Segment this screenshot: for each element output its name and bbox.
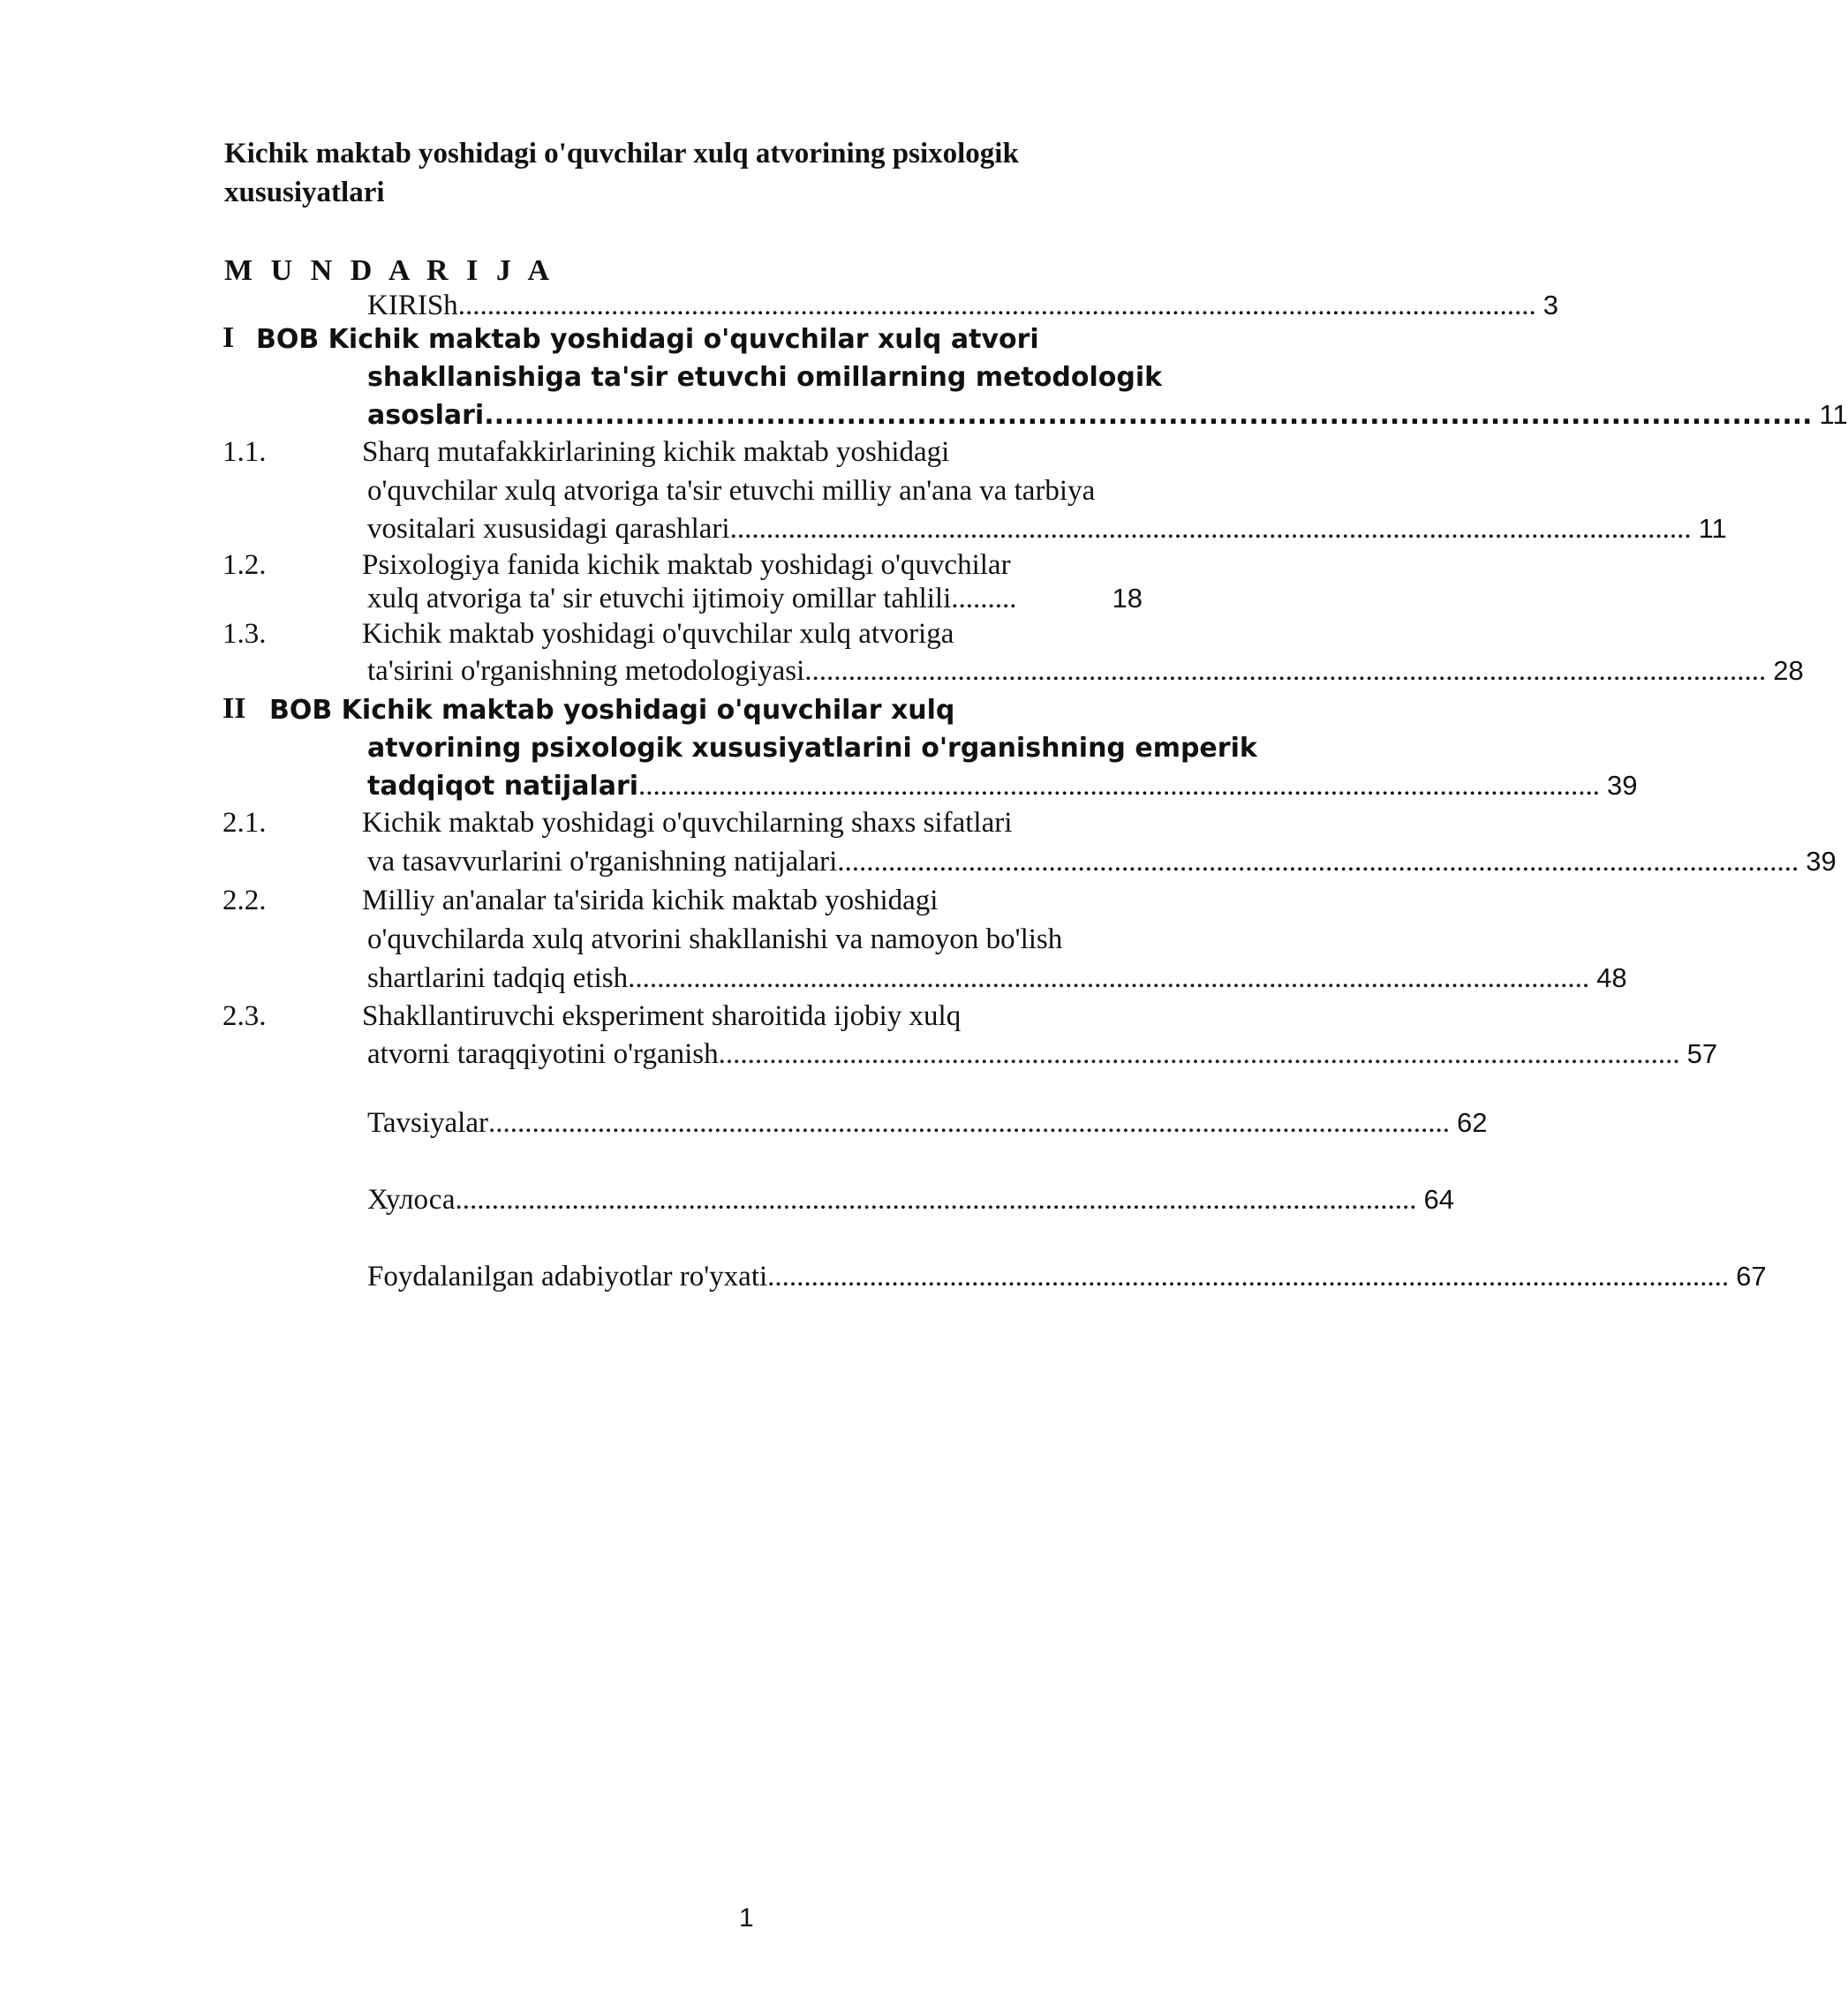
toc-entry-text: KIRISh [367, 290, 458, 321]
section-title-line-2 [367, 846, 1837, 878]
section-title-line-1: Kichik maktab yoshidagi o'quvchilarning shaxs sifatlari [362, 807, 1013, 839]
toc-page-number: 11 [1819, 399, 1848, 430]
page-number: 1 [739, 1903, 754, 1933]
section-number: 1.3. [223, 618, 267, 650]
dot-leader: .................................................................................................................................... [628, 962, 1590, 994]
toc-entry-text: xulq atvoriga ta' sir etuvchi ijtimoiy omillar tahlili [367, 583, 952, 614]
document-title-line-2: xususiyatlari [224, 177, 385, 208]
toc-page-number: 67 [1736, 1261, 1767, 1292]
chapter-title-line-3 [367, 770, 1638, 803]
toc-page-number: 18 [1112, 583, 1143, 614]
contents-heading: M U N D A R I J A [224, 254, 555, 287]
section-number: 1.2. [223, 549, 267, 581]
section-number: 2.2. [223, 885, 267, 916]
chapter-title-line-1: BOB Kichik maktab yoshidagi o'quvchilar xulq [269, 695, 955, 726]
chapter-title-line-2: shakllanishiga ta'sir etuvchi omillarning metodologik [367, 362, 1163, 393]
section-title-line-2 [367, 655, 1804, 688]
chapter-roman-numeral: I [223, 321, 235, 354]
section-number: 1.1. [223, 436, 267, 468]
toc-entry-conclusion[interactable] [367, 1184, 1454, 1217]
toc-page-number: 11 [1698, 513, 1727, 544]
dot-leader: .................................................................................................................................... [767, 1261, 1730, 1292]
toc-page-number: 57 [1686, 1038, 1718, 1069]
toc-page-number: 3 [1543, 290, 1558, 320]
dot-leader: .................................................................................................................................... [638, 770, 1601, 802]
dot-leader: .................................................................................................................................... [729, 513, 1692, 545]
dot-leader: .................................................................................................................................................... [457, 290, 1536, 321]
document-title-line-1: Kichik maktab yoshidagi o'quvchilar xulq atvorining psixologik [224, 138, 1019, 170]
section-title-line-2: o'quvchilarda xulq atvorini shakllanishi va namoyon bo'lish [367, 923, 1063, 955]
dot-leader: .................................................................................................................................... [837, 846, 1799, 878]
section-title-line-1: Psixologiya fanida kichik maktab yoshidagi o'quvchilar [362, 549, 1011, 581]
toc-page-number: 28 [1773, 655, 1804, 686]
toc-entry-text: atvorni taraqqiyotini o'rganish [367, 1038, 719, 1070]
toc-entry-intro[interactable] [367, 290, 1558, 322]
section-title-line-1: Sharq mutafakkirlarining kichik maktab yoshidagi [362, 436, 950, 468]
toc-page-number: 39 [1607, 770, 1638, 801]
toc-entry-references[interactable] [367, 1261, 1767, 1293]
toc-entry-text: va tasavvurlarini o'rganishning natijalari [367, 846, 838, 878]
section-title-line-2 [367, 583, 1241, 615]
toc-page-number: 62 [1456, 1107, 1488, 1138]
toc-page-number: 39 [1806, 846, 1837, 877]
toc-entry-text: Хулоса [367, 1184, 456, 1216]
section-title-line-3 [367, 962, 1627, 995]
dot-leader: .................................................................................................................................... [718, 1038, 1680, 1070]
dot-leader: .................................................................................................................................... [455, 1184, 1417, 1216]
toc-entry-recommendations[interactable] [367, 1107, 1488, 1140]
section-title-line-2: o'quvchilar xulq atvoriga ta'sir etuvchi milliy an'ana va tarbiya [367, 475, 1096, 507]
section-title-line-3 [367, 513, 1727, 546]
section-title-line-1: Milliy an'analar ta'sirida kichik maktab yoshidagi [362, 885, 939, 916]
dot-leader: .................................................................................................................................... [804, 655, 1767, 687]
section-title-line-1: Kichik maktab yoshidagi o'quvchilar xulq atvoriga [362, 618, 954, 650]
toc-page-number: 48 [1596, 962, 1627, 993]
dot-leader: .................................................................................................................................... [484, 400, 1813, 431]
section-number: 2.1. [223, 807, 267, 839]
chapter-title-line-1: BOB Kichik maktab yoshidagi o'quvchilar xulq atvori [256, 324, 1039, 355]
section-title-line-2 [367, 1038, 1718, 1071]
toc-entry-text: vositalari xususidagi qarashlari [367, 513, 730, 545]
dot-leader: .................................................................................................................................... [487, 1107, 1450, 1139]
toc-entry-text: asoslari [367, 400, 485, 431]
toc-entry-text: Tavsiyalar [367, 1107, 488, 1139]
dot-leader: ......... [951, 583, 1017, 614]
toc-entry-text: shartlarini tadqiq etish [367, 962, 629, 994]
section-title-line-1: Shakllantiruvchi eksperiment sharoitida ijobiy xulq [362, 1000, 962, 1032]
toc-page-number: 64 [1423, 1184, 1454, 1215]
chapter-title-line-3 [367, 399, 1848, 431]
chapter-roman-numeral: II [223, 692, 246, 725]
chapter-title-line-2: atvorining psixologik xususiyatlarini o'rganishning emperik [367, 733, 1257, 764]
toc-entry-text: tadqiqot natijalari [367, 771, 639, 802]
toc-entry-text: ta'sirini o'rganishning metodologiyasi [367, 655, 805, 687]
section-number: 2.3. [223, 1000, 267, 1032]
toc-entry-text: Foydalanilgan adabiyotlar ro'yxati [367, 1261, 768, 1292]
